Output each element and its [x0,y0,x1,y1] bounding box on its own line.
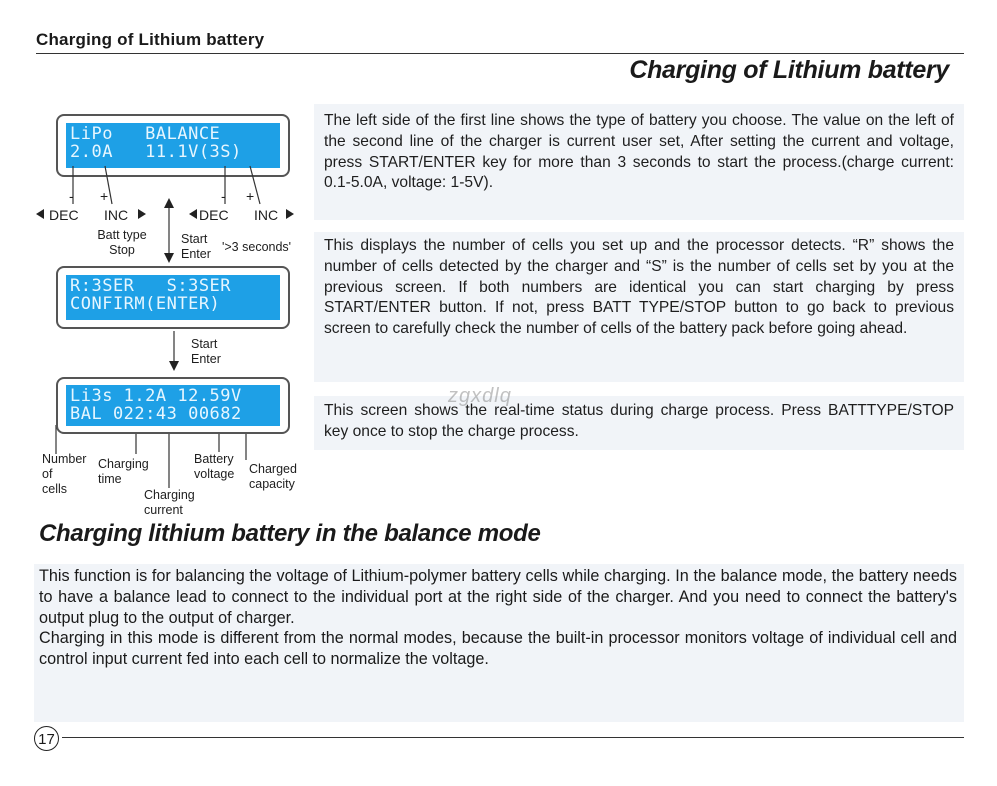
inc-button[interactable]: INC [104,207,129,223]
label-number-of-cells: Number of cells [42,452,87,496]
hold-duration-note: '>3 seconds' [222,240,292,254]
dec-button[interactable]: DEC [199,207,229,223]
page-title: Charging of Lithium battery [629,56,949,84]
lcd-line-1: R:3SER S:3SER [70,276,232,296]
dec-button[interactable]: DEC [49,207,79,223]
plus-sign: + [100,188,109,204]
paragraph-confirm: This displays the number of cells you set up and the processor detects. “R” shows the number of cells detected by the charger and “S” is the number of cells set by you at the previous screen. If both numbers are identical you can start charging by press START/ENTER button. If not, press BATT TYPE/STOP button to go back to previous screen to carefully check the number of cells of the battery pack before going ahead. [324,237,954,338]
lcd-line-2: 2.0A 11.1V(3S) [70,142,242,162]
label-battery-voltage: Battery voltage [194,452,235,481]
label-charging-current: Charging current [144,488,195,517]
lcd-display [66,385,280,426]
minus-sign: - [69,188,74,204]
watermark: zgxdlq [448,385,512,407]
label-charging-time: Charging time [98,457,149,486]
inc-button[interactable]: INC [254,207,279,223]
start-enter-label: Start Enter [181,232,211,261]
paragraph-setup: The left side of the first line shows the type of battery you choose. The value on the left of the second line of the charger is current user set, After setting the current and voltage, press START/ENTER key for more than 3 seconds to start the process.(charge current: 0.1-5.0A, voltage: 1-5V). [324,112,954,192]
balance-paragraph-1: This function is for balancing the voltage of Lithium-polymer battery cells while charging. In the balance mode, the battery needs to have a balance lead to connect to the individual port at the right side of the charger. And you need to connect the battery's output plug to the output of charger. [39,567,957,627]
lcd-line-1: LiPo BALANCE [70,124,221,144]
lcd-display [66,275,280,320]
start-enter-label: Start Enter [191,337,221,366]
balance-paragraph-2: Charging in this mode is different from the normal modes, because the built-in processor monitors voltage of individual cell and control input current fed into each cell to normalize the voltage. [39,629,957,669]
balance-description [39,566,957,670]
plus-sign: + [246,188,255,204]
lcd-line-1: Li3s 1.2A 12.59V [70,386,242,406]
label-charged-capacity: Charged capacity [249,462,297,491]
header-title: Charging of Lithium battery [36,30,265,49]
page-number: 17 [34,726,59,751]
lcd-line-2: CONFIRM(ENTER) [70,294,221,314]
section-title-balance: Charging lithium battery in the balance mode [39,520,541,547]
lcd-screen-status [56,377,290,434]
paragraph-status: This screen shows the real-time status during charge process. Press BATTTYPE/STOP key once to stop the charge process. [324,402,954,440]
batt-type-stop-label: Batt type Stop [97,228,147,257]
lcd-line-2: BAL 022:43 00682 [70,404,242,424]
footer-divider [62,737,964,738]
lcd-screen-confirm [56,266,290,329]
minus-sign: - [221,188,226,204]
